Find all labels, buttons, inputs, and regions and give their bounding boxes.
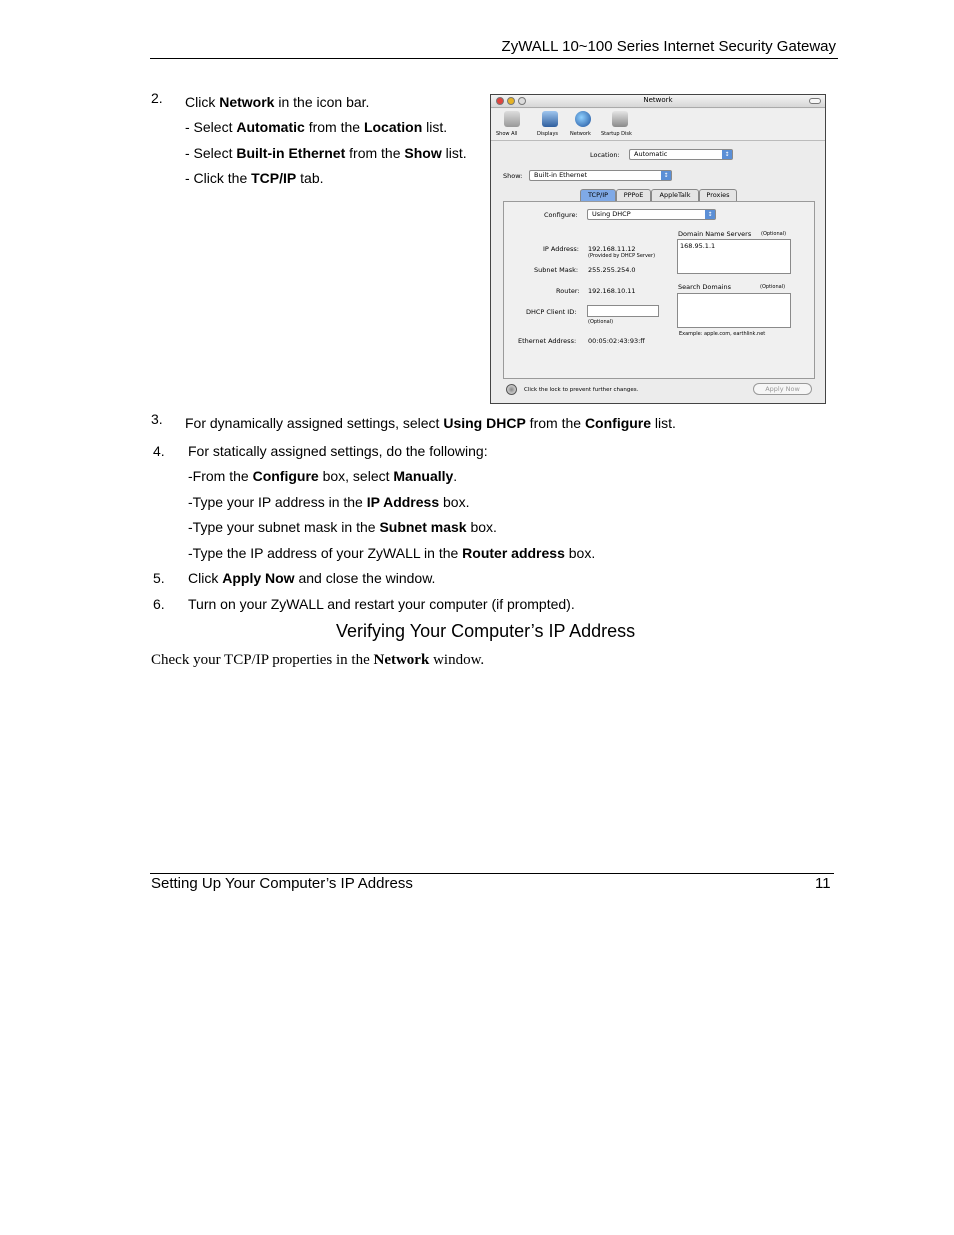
tab-tcpip[interactable]: TCP/IP bbox=[580, 189, 616, 201]
startup-disk-icon[interactable] bbox=[612, 111, 628, 127]
toolbar-network[interactable]: Network bbox=[570, 131, 591, 137]
step-number: 3. bbox=[151, 411, 163, 427]
dns-optional: (Optional) bbox=[761, 231, 787, 237]
search-domains-label: Search Domains bbox=[678, 283, 732, 291]
tab-proxies[interactable]: Proxies bbox=[699, 189, 737, 201]
step-4-line-3: -Type your IP address in the IP Address box. bbox=[188, 494, 470, 510]
toolbar-startup-disk[interactable]: Startup Disk bbox=[601, 131, 632, 137]
subnet-label: Subnet Mask: bbox=[534, 266, 579, 274]
dhcp-client-id-input[interactable] bbox=[587, 305, 659, 317]
ethernet-address-value: 00:05:02:43:93:ff bbox=[588, 337, 645, 345]
location-select[interactable] bbox=[629, 149, 733, 160]
apple-icon[interactable] bbox=[504, 111, 520, 127]
step-2-line-4: - Click the TCP/IP tab. bbox=[185, 170, 324, 186]
router-value: 192.168.10.11 bbox=[588, 287, 636, 295]
ip-note: (Provided by DHCP Server) bbox=[588, 253, 656, 259]
search-optional: (Optional) bbox=[760, 284, 786, 290]
dns-label: Domain Name Servers bbox=[678, 230, 752, 238]
show-select[interactable] bbox=[529, 170, 672, 181]
footer-title: Setting Up Your Computer’s IP Address bbox=[151, 875, 413, 892]
step-4-line-1: For statically assigned settings, do the following: bbox=[188, 443, 488, 459]
step-2-line-2: - Select Automatic from the Location list. bbox=[185, 119, 448, 135]
show-label: Show: bbox=[503, 172, 523, 180]
step-4-line-5: -Type the IP address of your ZyWALL in the Router address box. bbox=[188, 545, 596, 561]
section-paragraph: Check your TCP/IP properties in the Network window. bbox=[151, 652, 485, 668]
ethernet-address-label: Ethernet Address: bbox=[518, 337, 577, 345]
tab-pppoe[interactable]: PPPoE bbox=[616, 189, 651, 201]
network-window bbox=[490, 94, 826, 404]
displays-icon[interactable] bbox=[542, 111, 558, 127]
step-number: 6. bbox=[153, 596, 165, 612]
apply-now-button[interactable]: Apply Now bbox=[753, 383, 812, 395]
configure-label: Configure: bbox=[544, 211, 578, 219]
step-5-line-1: Click Apply Now and close the window. bbox=[188, 570, 436, 586]
popup-arrow-icon: ↕ bbox=[661, 171, 671, 180]
step-2-line-1: Click Network in the icon bar. bbox=[185, 94, 370, 110]
ip-label: IP Address: bbox=[543, 245, 579, 253]
router-label: Router: bbox=[556, 287, 580, 295]
step-6-line-1: Turn on your ZyWALL and restart your computer (if prompted). bbox=[188, 596, 575, 612]
tab-appletalk[interactable]: AppleTalk bbox=[651, 189, 699, 201]
toolbar-displays[interactable]: Displays bbox=[537, 131, 559, 137]
page-number: 11 bbox=[815, 875, 831, 892]
step-number: 5. bbox=[153, 570, 165, 586]
configure-value: Using DHCP bbox=[592, 210, 631, 218]
footer-rule bbox=[150, 873, 834, 874]
subnet-value: 255.255.254.0 bbox=[588, 266, 636, 274]
step-4-line-4: -Type your subnet mask in the Subnet mask box. bbox=[188, 519, 497, 535]
window-toolbar bbox=[491, 109, 825, 141]
step-2-line-3: - Select Built-in Ethernet from the Show list. bbox=[185, 145, 467, 161]
ip-value: 192.168.11.12 bbox=[588, 245, 636, 253]
lock-icon[interactable] bbox=[506, 384, 517, 395]
popup-arrow-icon: ↕ bbox=[722, 150, 732, 159]
dhcp-optional-note: (Optional) bbox=[588, 319, 614, 325]
tcpip-panel bbox=[503, 201, 815, 379]
window-titlebar bbox=[491, 95, 825, 108]
step-4-line-2: -From the Configure box, select Manually. bbox=[188, 468, 458, 484]
step-number: 4. bbox=[153, 443, 165, 459]
location-value: Automatic bbox=[634, 150, 668, 158]
step-3-line-1: For dynamically assigned settings, select Using DHCP from the Configure list. bbox=[185, 415, 676, 431]
location-label: Location: bbox=[590, 151, 620, 159]
header-rule bbox=[150, 58, 838, 59]
lock-text: Click the lock to prevent further changes. bbox=[524, 387, 639, 393]
search-example: Example: apple.com, earthlink.net bbox=[679, 331, 766, 337]
step-number: 2. bbox=[151, 90, 163, 106]
dns-servers-input[interactable] bbox=[677, 239, 791, 274]
toolbar-toggle-icon[interactable] bbox=[809, 98, 821, 104]
search-domains-input[interactable] bbox=[677, 293, 791, 328]
toolbar-show-all[interactable]: Show All bbox=[496, 131, 518, 137]
dhcp-client-id-label: DHCP Client ID: bbox=[526, 308, 577, 316]
dns-value: 168.95.1.1 bbox=[680, 242, 716, 250]
network-globe-icon[interactable] bbox=[575, 111, 591, 127]
section-heading: Verifying Your Computer’s IP Address bbox=[336, 621, 636, 641]
show-value: Built-in Ethernet bbox=[534, 171, 588, 179]
popup-arrow-icon: ↕ bbox=[705, 210, 715, 219]
configure-select[interactable] bbox=[587, 209, 716, 220]
header-title: ZyWALL 10~100 Series Internet Security Gateway bbox=[501, 38, 836, 55]
window-title: Network bbox=[643, 96, 673, 104]
